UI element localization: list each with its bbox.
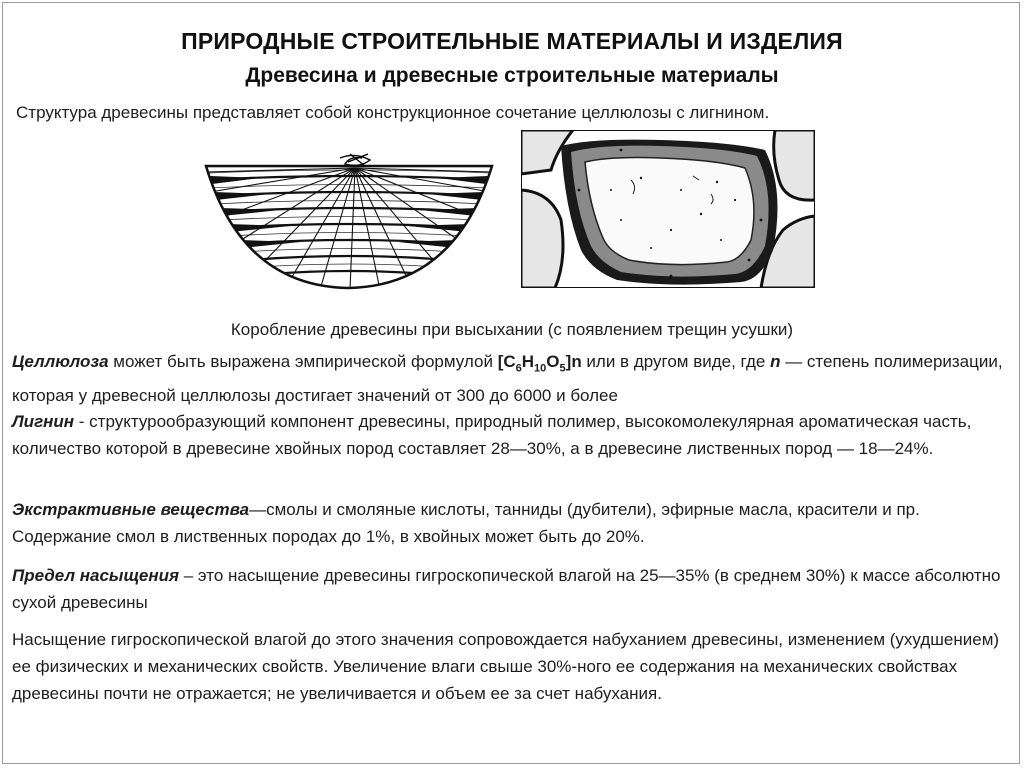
log-cross-section-illustration xyxy=(200,150,498,290)
formula-part: ]n xyxy=(565,352,582,371)
slide-subtitle: Древесина и древесные строительные материалы xyxy=(245,64,779,87)
cellulose-paragraph xyxy=(12,348,1012,409)
saturation-term: Предел насыщения xyxy=(12,566,180,585)
extractives-paragraph xyxy=(12,496,1012,550)
polymerization-n: n xyxy=(770,352,781,371)
lignin-paragraph xyxy=(12,408,1012,462)
lignin-text: - структурообразующий компонент древесины, природный полимер, высокомолекулярная ароматическая часть, количество которой в древесине хвойных пород составляет 28—30%, а в древесине лиственных пород — 18—24%. xyxy=(12,412,972,458)
cellulose-term: Целлюлоза xyxy=(12,352,109,371)
extractives-term: Экстрактивные вещества xyxy=(12,500,250,519)
cellulose-text-3: — степень полимеризации, которая у древесной целлюлозы достигает значений от 300 до 6000 и более xyxy=(12,352,1003,406)
figure-caption: Коробление древесины при высыхании (с появлением трещин усушки) xyxy=(230,320,794,339)
cellulose-formula xyxy=(497,352,582,375)
formula-sub: 6 xyxy=(515,362,522,375)
cellulose-text-2: или в другом виде, где xyxy=(581,352,771,371)
saturation-paragraph xyxy=(12,562,1012,616)
formula-part: O xyxy=(546,352,560,371)
swelling-paragraph: Насыщение гигроскопической влагой до этого значения сопровождается набуханием древесины, изменением (ухудшением) ее физических и механических свойств. Увеличение влаги свыше 30%-ного ее содержания на механических свойствах древесины почти не отражается; не увеличивается и объем ее за счет набухания. xyxy=(12,630,1000,703)
slide-title: ПРИРОДНЫЕ СТРОИТЕЛЬНЫЕ МАТЕРИАЛЫ И ИЗДЕЛИЯ xyxy=(181,28,843,54)
extractives-text: —смолы и смоляные кислоты, танниды (дубители), эфирные масла, красители и пр. Содержание смол в лиственных породах до 1%, в хвойных может быть до 20%. xyxy=(12,500,920,546)
wood-cell-micrograph xyxy=(521,130,815,288)
formula-sub: 5 xyxy=(559,362,566,375)
cellulose-text-1: может быть выражена эмпирической формулой xyxy=(108,352,498,371)
intro-text: Структура древесины представляет собой конструкционное сочетание целлюлозы с лигнином. xyxy=(16,103,770,122)
formula-sub: 10 xyxy=(534,362,547,375)
saturation-text: – это насыщение древесины гигроскопической влагой на 25—35% (в среднем 30%) к массе абсолютно сухой древесины xyxy=(12,566,1001,612)
formula-part: H xyxy=(521,352,535,371)
formula-part: [C xyxy=(497,352,516,371)
lignin-term: Лигнин xyxy=(12,412,75,431)
